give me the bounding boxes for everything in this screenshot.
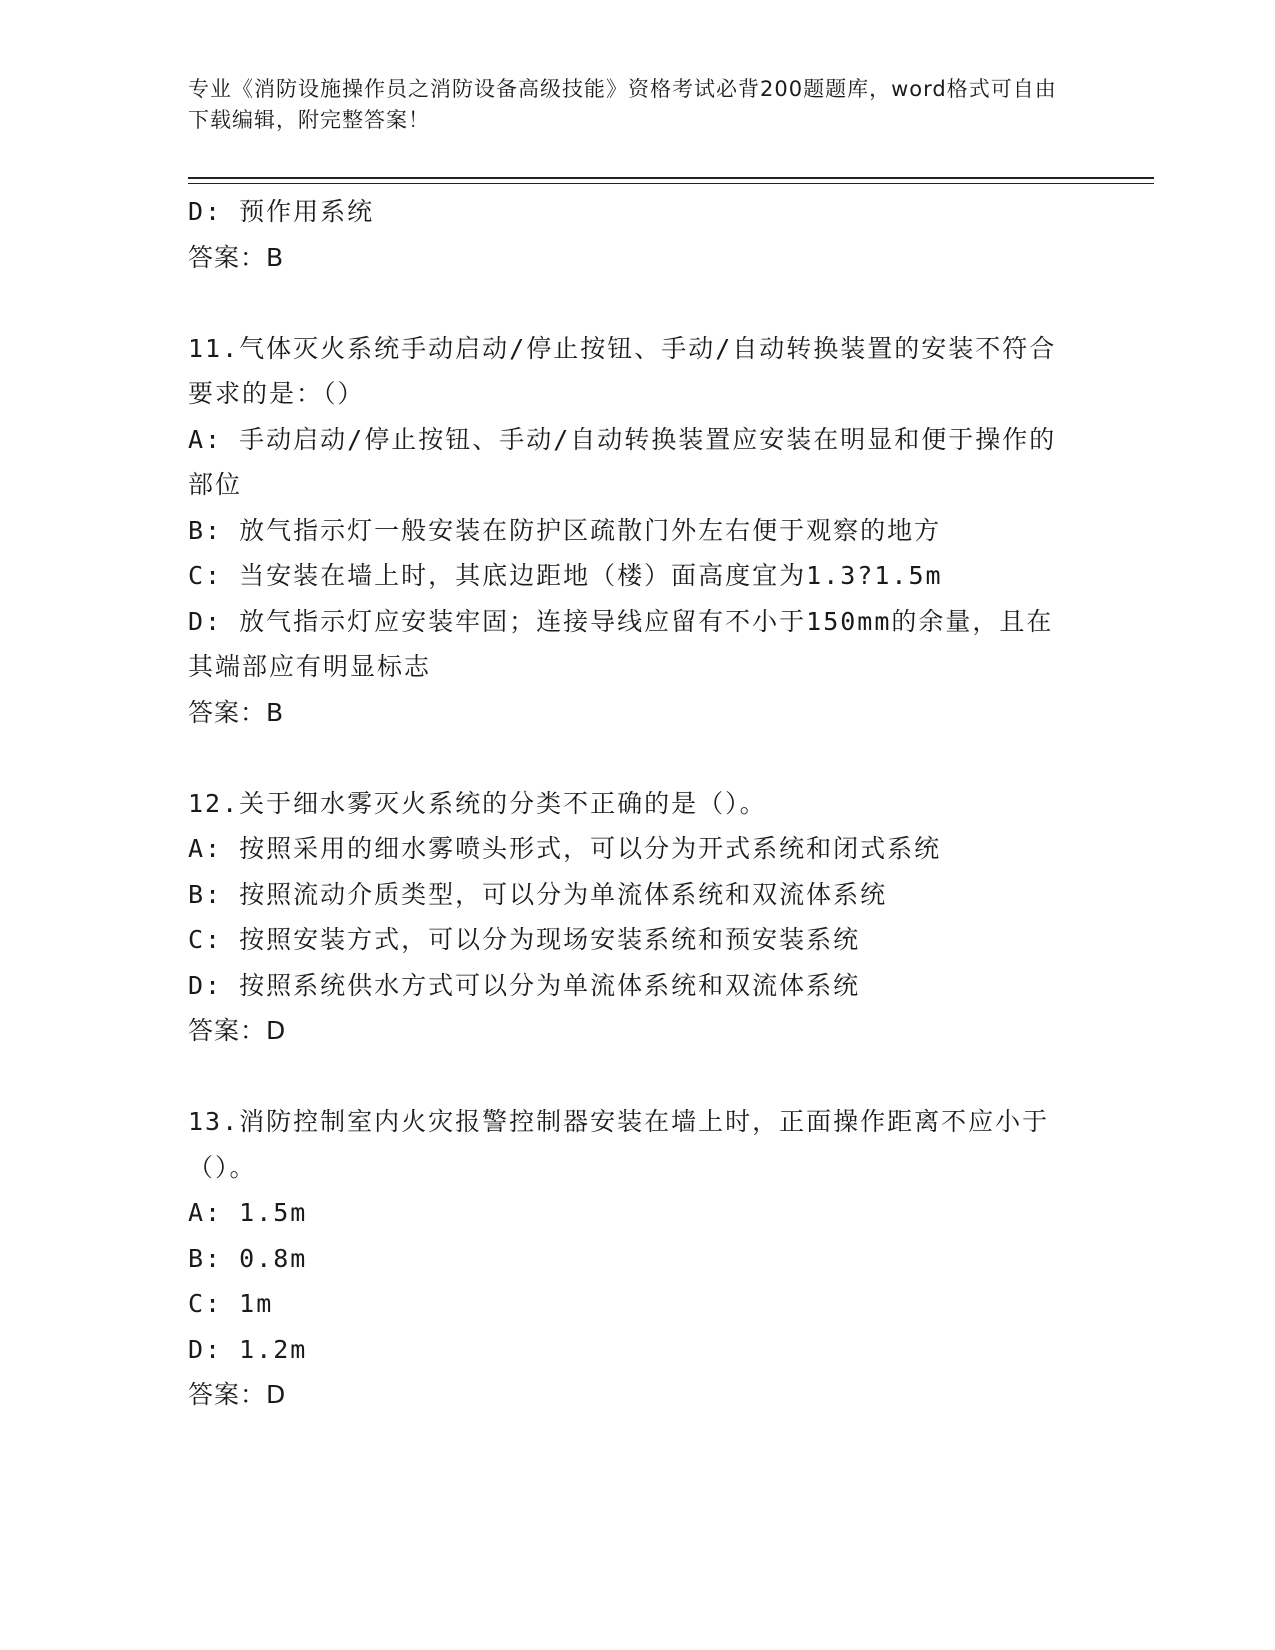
- option-b: B: 0.8m: [188, 1243, 308, 1273]
- option-d: D: 1.2m: [188, 1334, 308, 1364]
- option-a: A: 1.5m: [188, 1198, 308, 1227]
- option-b: B: 按照流动介质类型，可以分为单流体系统和双流体系统: [188, 879, 888, 909]
- option-d: D: 放气指示灯应安装牢固；连接导线应留有不小于150mm的余量，且在其端部应有明显标志: [188, 606, 1054, 681]
- question-block: [188, 781, 1078, 1054]
- question-stem: 13.消防控制室内火灾报警控制器安装在墙上时，正面操作距离不应小于（）。: [188, 1107, 1050, 1182]
- answer-line: 答案：B: [188, 242, 285, 272]
- option-d: D: 预作用系统: [188, 197, 375, 226]
- question-stem: 12.关于细水雾灭火系统的分类不正确的是（）。: [188, 788, 767, 818]
- option-a: A: 手动启动/停止按钮、手动/自动转换装置应安装在明显和便于操作的部位: [188, 424, 1057, 499]
- header-rule-thin: [188, 183, 1154, 184]
- spacer: [188, 280, 1078, 326]
- option-b: B: 放气指示灯一般安装在防护区疏散门外左右便于观察的地方: [188, 515, 942, 545]
- question-stem: 11.气体灭火系统手动启动/停止按钮、手动/自动转换装置的安装不符合要求的是：（）: [188, 333, 1057, 408]
- question-block: [188, 1099, 1078, 1418]
- header-rule-thick: [188, 177, 1154, 179]
- question-block: [188, 326, 1078, 736]
- answer-line: 答案：D: [188, 1380, 287, 1409]
- spacer: [188, 1054, 1078, 1100]
- page-header: 专业《消防设施操作员之消防设备高级技能》资格考试必背200题题库，word格式可自由下载编辑，附完整答案！: [188, 77, 1057, 132]
- option-a: A: 按照采用的细水雾喷头形式，可以分为开式系统和闭式系统: [188, 834, 942, 863]
- option-d: D: 按照系统供水方式可以分为单流体系统和双流体系统: [188, 970, 861, 1000]
- answer-line: 答案：D: [188, 1016, 287, 1045]
- answer-line: 答案：B: [188, 697, 285, 727]
- option-c: C: 按照安装方式，可以分为现场安装系统和预安装系统: [188, 925, 861, 954]
- option-c: C: 1m: [188, 1289, 274, 1318]
- spacer: [188, 735, 1078, 781]
- question-content: [188, 189, 1078, 1418]
- option-c: C: 当安装在墙上时，其底边距地（楼）面高度宜为1.3?1.5m: [188, 561, 943, 590]
